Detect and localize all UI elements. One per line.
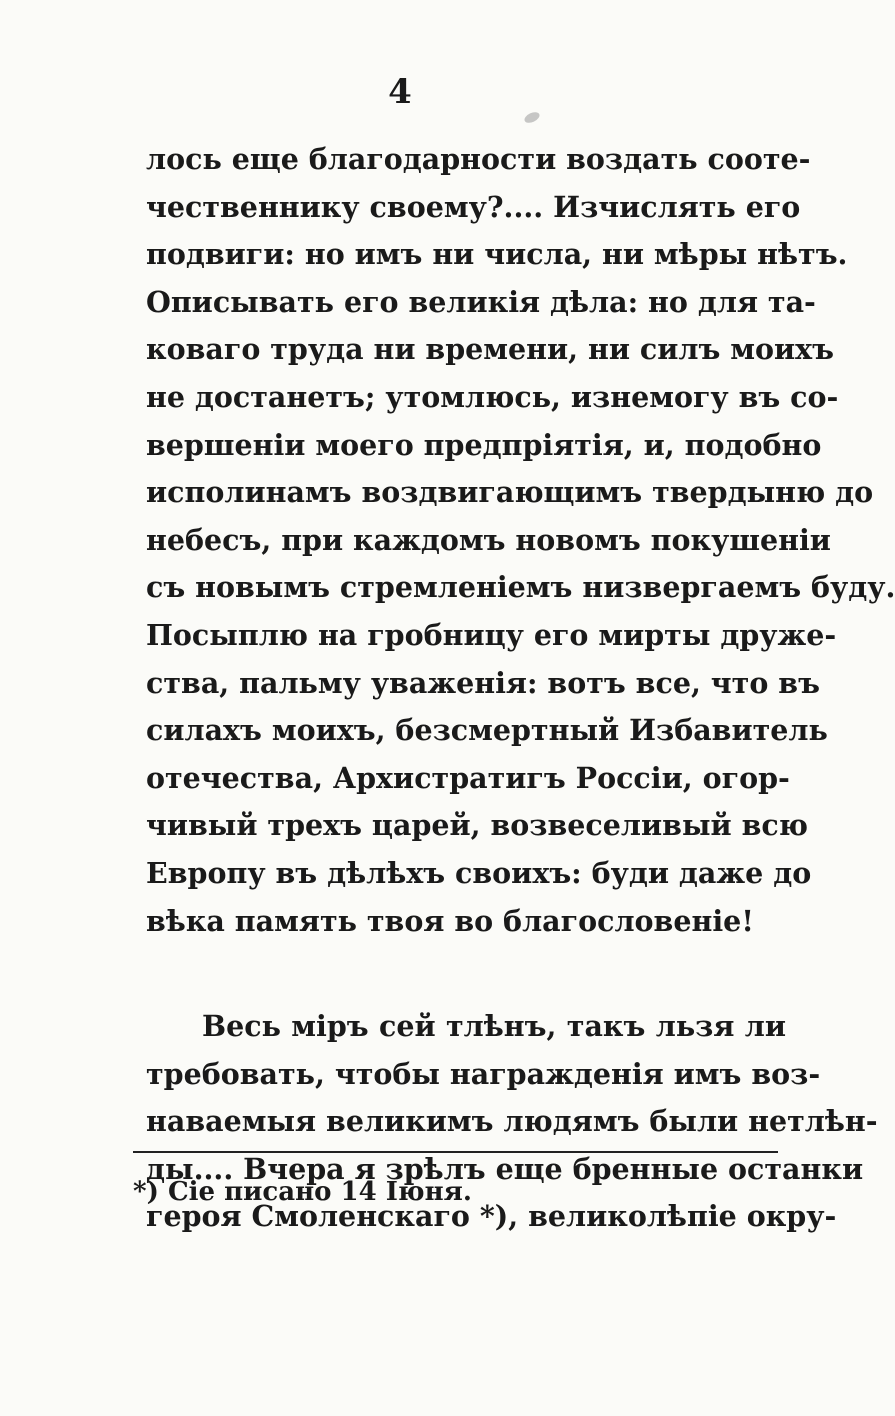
text-line: Европу въ дѣлѣхъ своихъ: буди даже до xyxy=(146,855,812,890)
text-line: чивый трехъ царей, возвеселивый всю xyxy=(146,808,808,843)
text-line: требовать, чтобы награжденія имъ воз- xyxy=(146,1056,821,1091)
text-line: героя Смоленскаго *), великолѣпіе окру- xyxy=(146,1199,837,1234)
text-line: силахъ моихъ, безсмертный Избавитель xyxy=(146,713,828,748)
text-line: лось еще благодарности воздать соотe- xyxy=(146,142,811,176)
text-line: съ новымъ стремленіемъ низвергаемъ буду. xyxy=(146,570,895,605)
text-line: ды.... Вчера я зрѣлъ еще бренные останки xyxy=(146,1151,864,1186)
text-line: отечества, Архистратигъ Россіи, огор- xyxy=(146,760,790,795)
text-line: небесъ, при каждомъ новомъ покушеніи xyxy=(146,522,831,557)
text-line: Описывать его великія дѣла: но для та- xyxy=(146,284,816,319)
footnote: *) Сіе писано 14 Іюня. xyxy=(133,1177,472,1207)
text-line: вѣка память твоя во благословеніе! xyxy=(146,903,754,938)
text-line: наваемыя великимъ людямъ были нетлѣн- xyxy=(146,1104,878,1139)
footnote-rule xyxy=(133,1151,778,1153)
text-line: подвиги: но имъ ни числа, ни мѣры нѣтъ. xyxy=(146,237,848,272)
text-line: Весь міръ сей тлѣнъ, такъ льзя ли xyxy=(202,1009,786,1044)
text-line: Посыплю на гробницу его мирты друже- xyxy=(146,617,837,652)
text-line: ства, пальму уваженія: вотъ все, что въ xyxy=(146,665,820,700)
paragraph-gap xyxy=(146,945,786,1003)
text-line: коваго труда ни времени, ни силъ моихъ xyxy=(146,332,835,367)
body-text xyxy=(146,136,895,1241)
text-line: исполинамъ воздвигающимъ твердыню до xyxy=(146,475,874,510)
ink-speck xyxy=(523,110,541,125)
text-line: не достанетъ; утомлюсь, изнемогу въ со- xyxy=(146,379,839,414)
page-number: 4 xyxy=(388,72,412,112)
text-line: вершеніи моего предпріятія, и, подобно xyxy=(146,427,822,462)
text-line: чественнику своему?.... Изчислять его xyxy=(146,189,801,224)
